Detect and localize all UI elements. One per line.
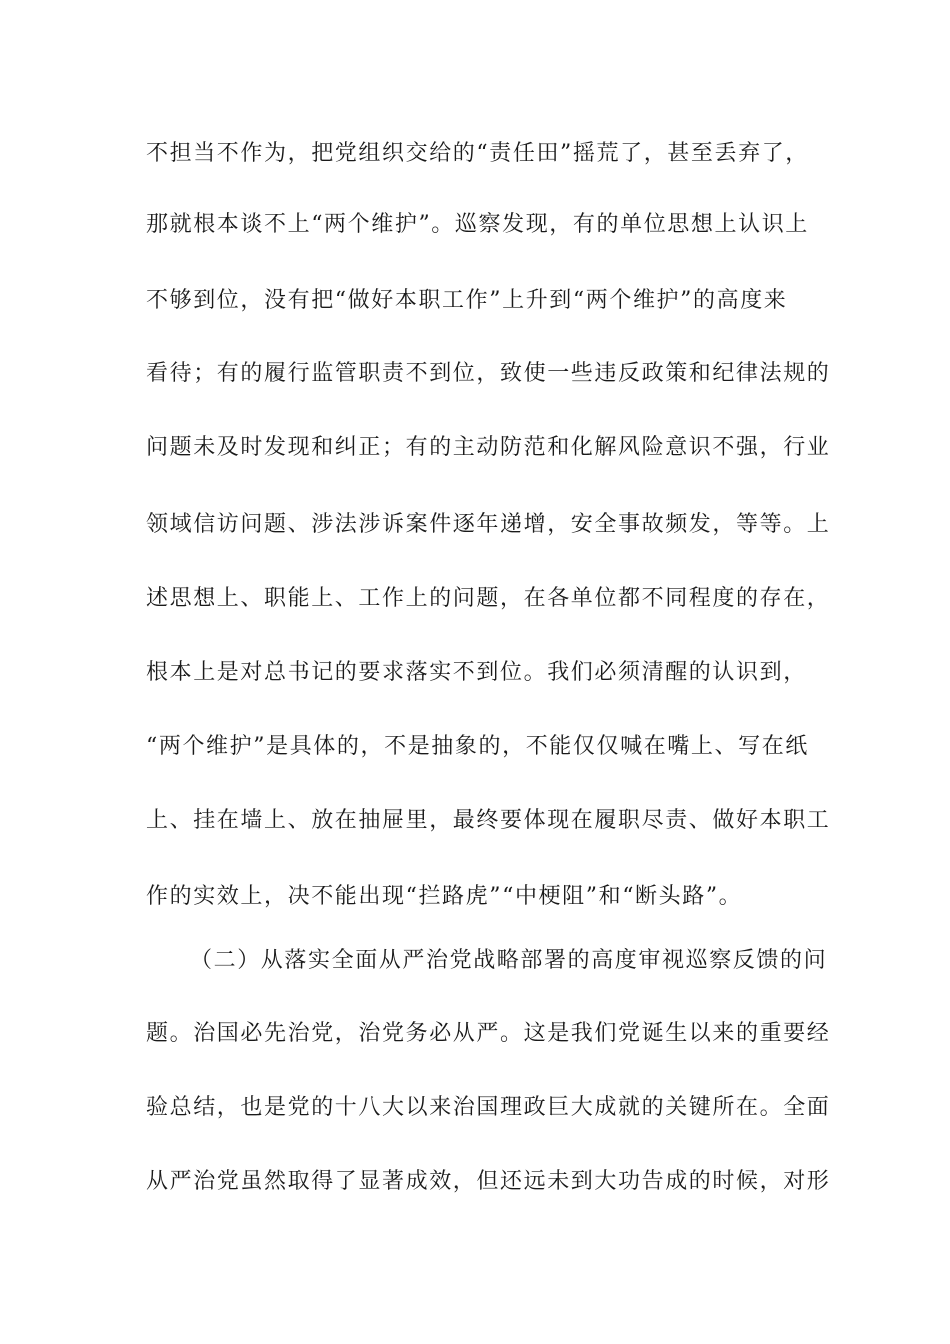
section-heading-line: （二）从落实全面从严治党战略部署的高度审视巡察反馈的问	[190, 948, 828, 973]
text-line-11: 作的实效上，决不能出现“拦路虎”“中梗阻”和“断头路”。	[146, 884, 743, 909]
text-line-4: 看待；有的履行监管职责不到位，致使一些违反政策和纪律法规的	[146, 361, 831, 386]
text-line-2: 那就根本谈不上“两个维护”。巡察发现，有的单位思想上认识上	[146, 212, 809, 237]
text-line-10: 上、挂在墙上、放在抽屉里，最终要体现在履职尽责、做好本职工	[146, 808, 831, 833]
text-line-15: 从严治党虽然取得了显著成效，但还远未到大功告成的时候，对形	[146, 1169, 831, 1194]
text-line-1: 不担当不作为，把党组织交给的“责任田”摇荒了，甚至丢弃了，	[146, 141, 809, 166]
text-line-13: 题。治国必先治党，治党务必从严。这是我们党诞生以来的重要经	[146, 1021, 831, 1046]
text-line-8: 根本上是对总书记的要求落实不到位。我们必须清醒的认识到，	[146, 660, 807, 685]
text-line-5: 问题未及时发现和纠正；有的主动防范和化解风险意识不强，行业	[146, 435, 831, 460]
text-line-9: “两个维护”是具体的，不是抽象的，不能仅仅喊在嘴上、写在纸	[146, 734, 809, 759]
text-line-7: 述思想上、职能上、工作上的问题，在各单位都不同程度的存在，	[146, 586, 831, 611]
text-line-6: 领域信访问题、涉法涉诉案件逐年递增，安全事故频发，等等。上	[146, 512, 831, 537]
text-line-3: 不够到位，没有把“做好本职工作”上升到“两个维护”的高度来	[146, 288, 788, 313]
text-line-14: 验总结，也是党的十八大以来治国理政巨大成就的关键所在。全面	[146, 1095, 831, 1120]
